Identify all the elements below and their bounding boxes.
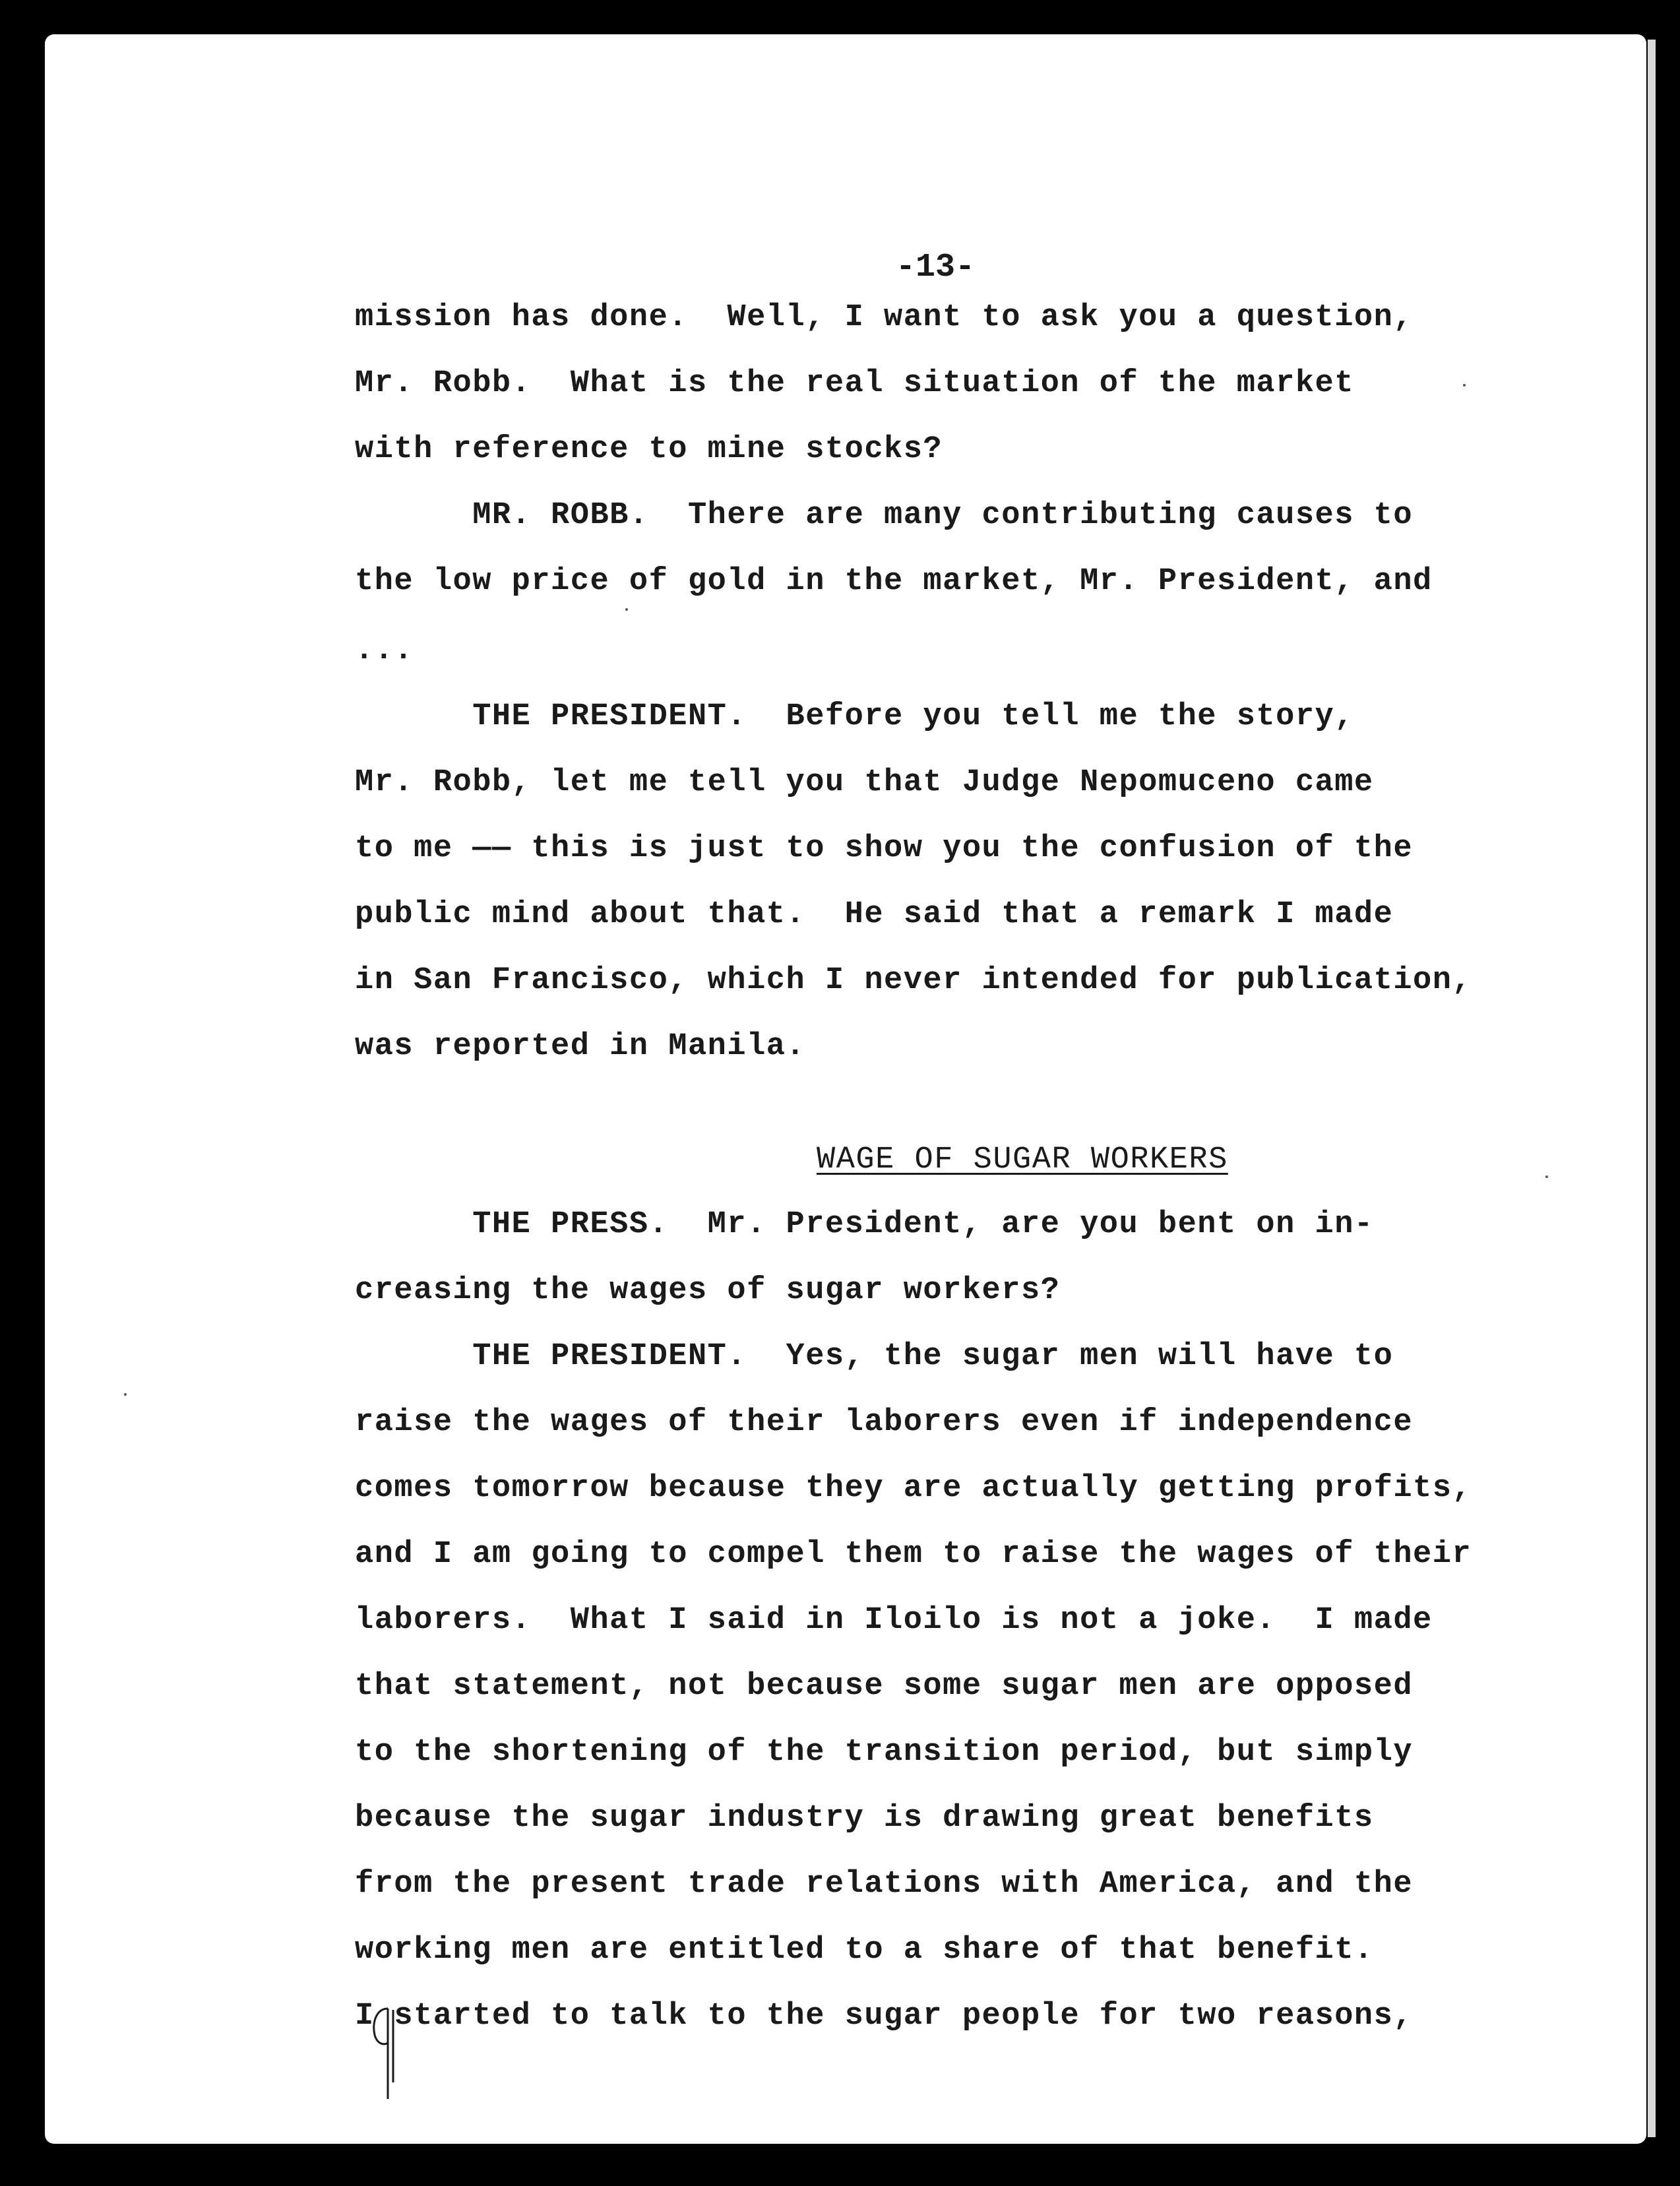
text-line: from the present trade relations with America, and the [355,1867,1414,1902]
typewritten-page [45,34,1646,2144]
text-line: public mind about that. He said that a remark I made [355,897,1394,932]
text-line: because the sugar industry is drawing great benefits [355,1801,1374,1836]
scan-speck [1463,384,1466,387]
text-line: THE PRESIDENT. Before you tell me the story, [355,699,1354,734]
text-line: and I am going to compel them to raise the wages of their [355,1537,1472,1572]
scan-speck [1545,1175,1548,1178]
page-edge [1648,40,1656,2137]
page-number: -13- [896,249,976,286]
text-line: comes tomorrow because they are actually getting profits, [355,1471,1472,1506]
text-line: raise the wages of their laborers even if independence [355,1405,1414,1440]
text-line: THE PRESS. Mr. President, are you bent on in- [355,1207,1374,1242]
text-line: ... [355,633,414,668]
text-line: Mr. Robb, let me tell you that Judge Nepomuceno came [355,765,1374,800]
text-line: Mr. Robb. What is the real situation of the market [355,366,1354,401]
text-line: to the shortening of the transition period, but simply [355,1735,1414,1770]
section-heading: WAGE OF SUGAR WORKERS [817,1142,1228,1177]
pilcrow-icon [368,2003,401,2102]
text-line: that statement, not because some sugar men are opposed [355,1669,1414,1704]
text-line: creasing the wages of sugar workers? [355,1273,1061,1308]
text-line: laborers. What I said in Iloilo is not a joke. I made [355,1603,1433,1638]
text-line: mission has done. Well, I want to ask you a question, [355,300,1414,335]
text-line: to me —— this is just to show you the confusion of the [355,831,1414,866]
text-line: working men are entitled to a share of that benefit. [355,1933,1374,1968]
text-line: was reported in Manila. [355,1029,806,1064]
text-line: MR. ROBB. There are many contributing causes to [355,498,1414,533]
text-line: with reference to mine stocks? [355,432,943,467]
text-line: in San Francisco, which I never intended for publication, [355,963,1472,998]
text-line: the low price of gold in the market, Mr. President, and [355,564,1433,599]
text-line: I started to talk to the sugar people for two reasons, [355,1999,1414,2034]
text-line: THE PRESIDENT. Yes, the sugar men will have to [355,1339,1394,1374]
scan-speck [124,1393,127,1396]
scan-speck [625,608,628,611]
